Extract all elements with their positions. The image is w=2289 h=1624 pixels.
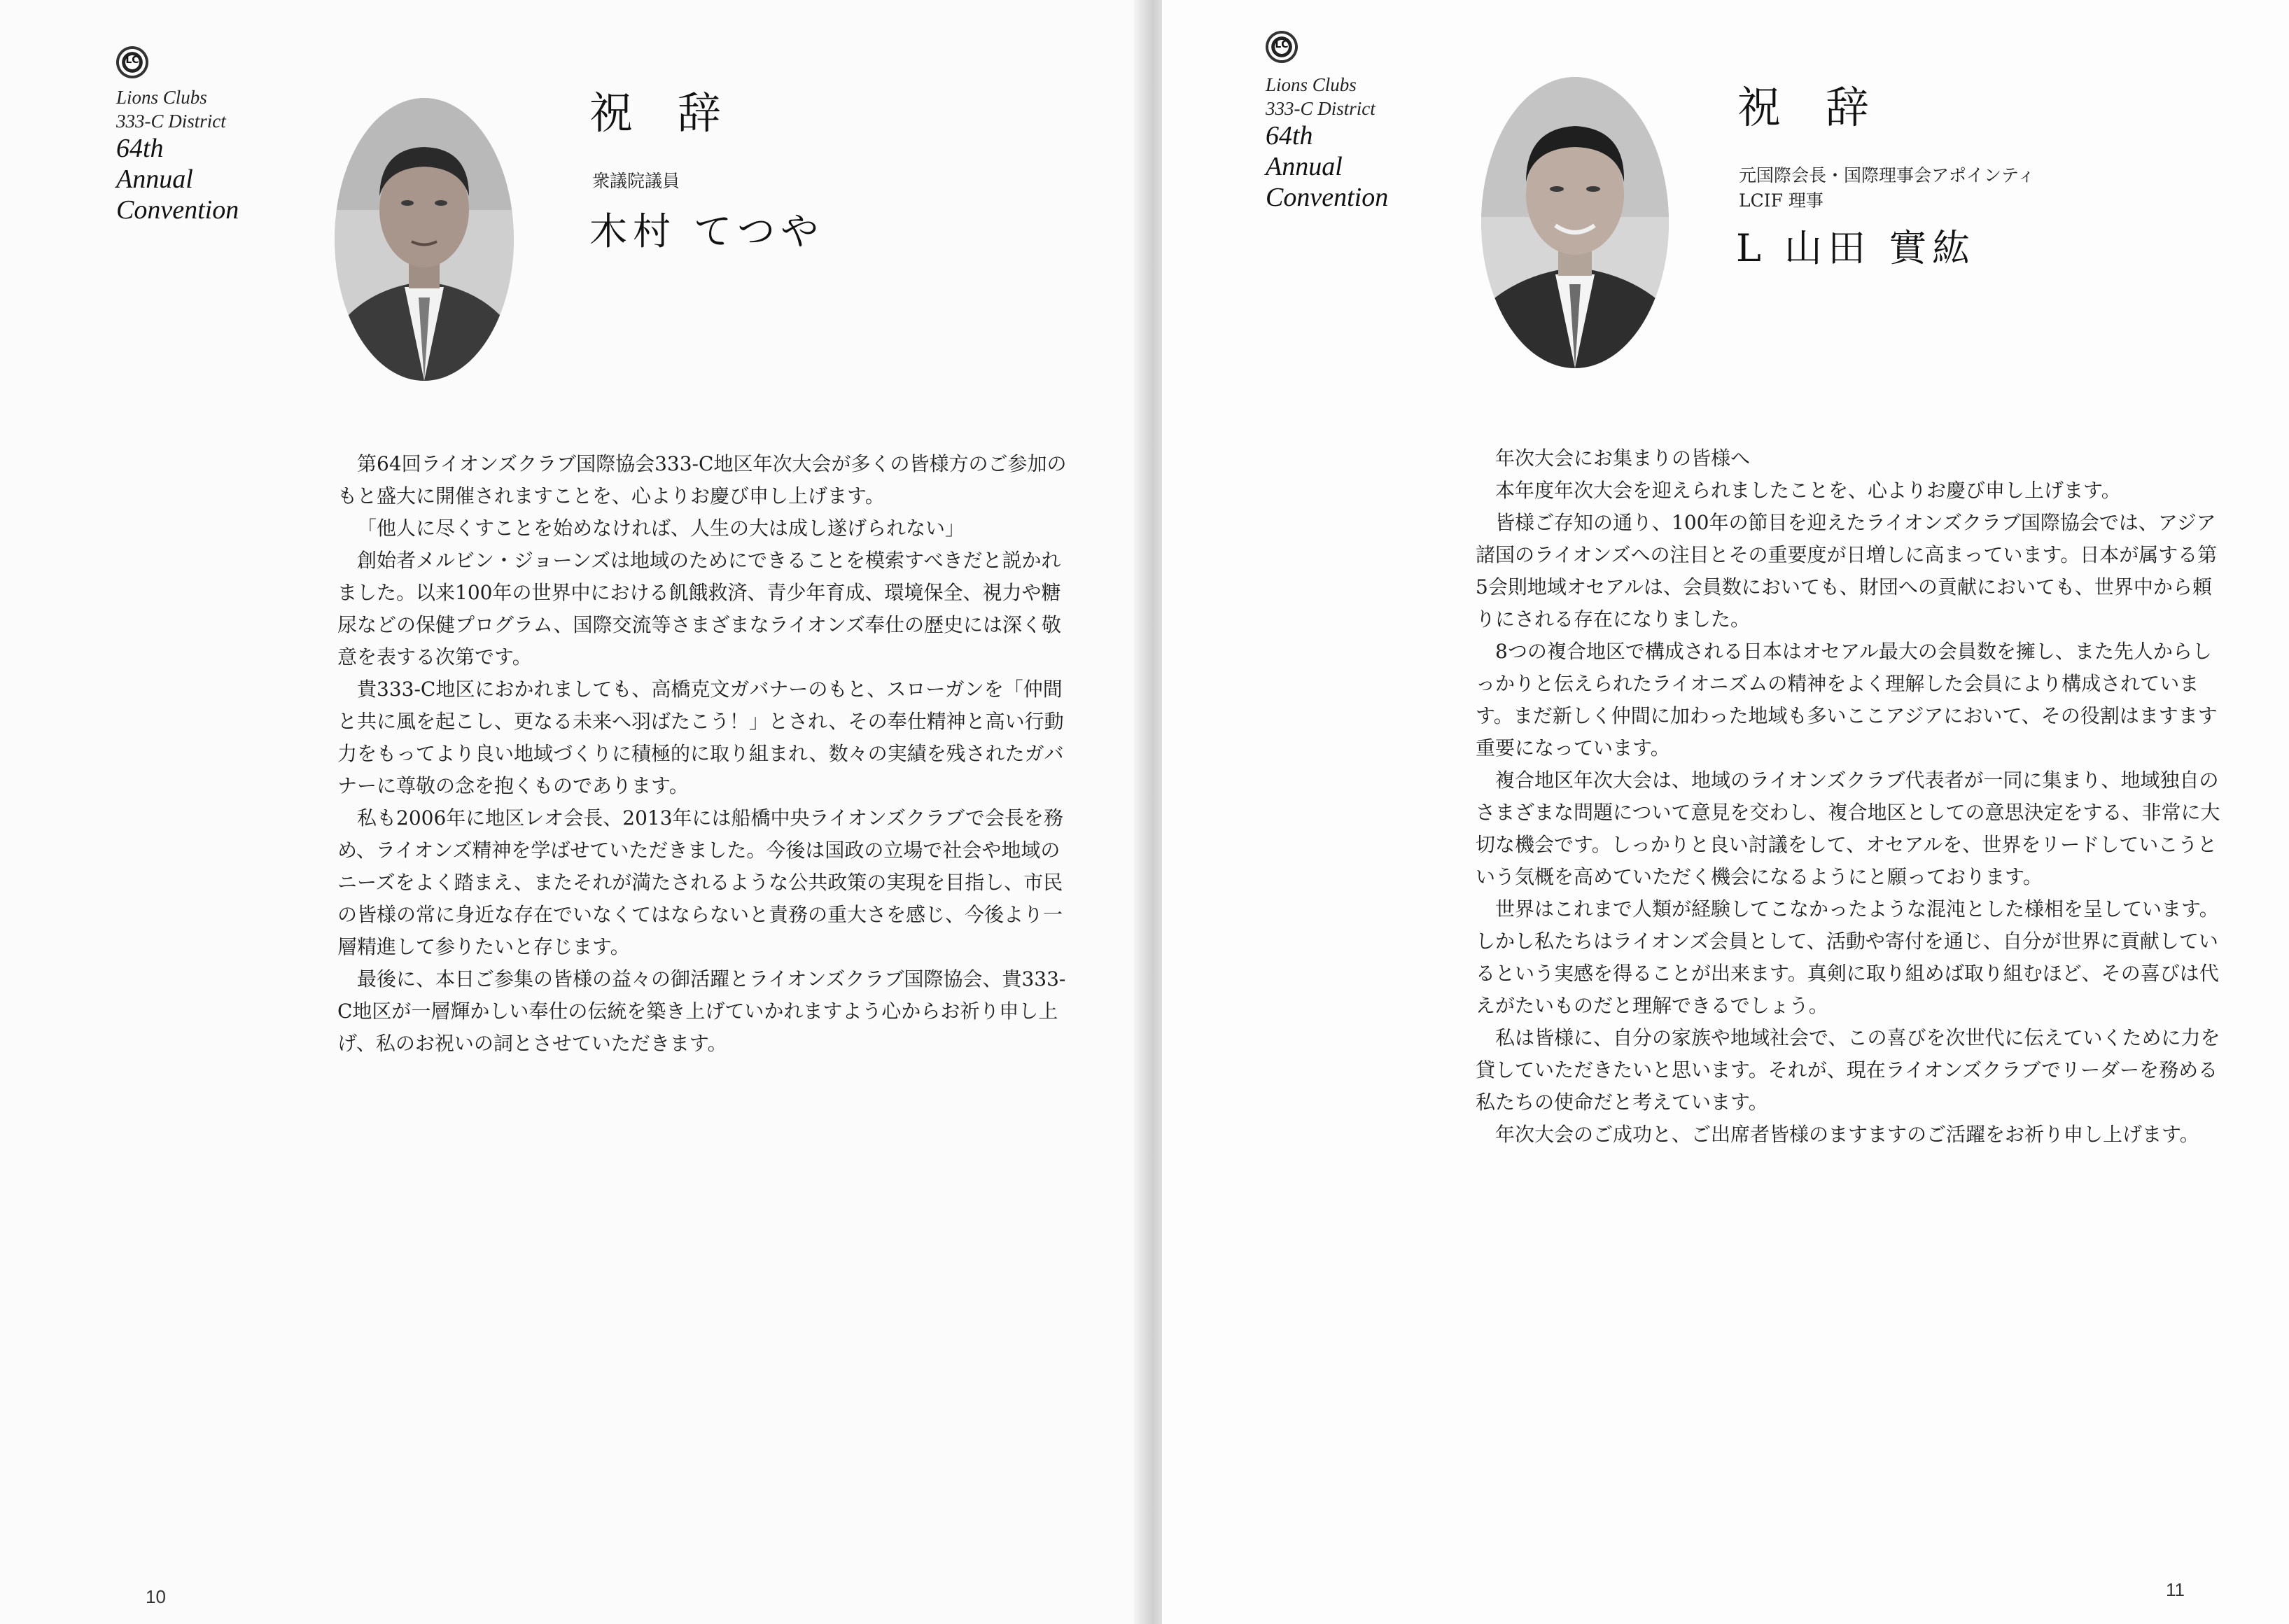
page-heading: 祝 辞 [589, 88, 736, 139]
paragraph: 年次大会のご成功と、ご出席者皆様のますますのご活躍をお祈り申し上げます。 [1495, 1123, 2199, 1146]
brand-line-2: 333-C District [116, 111, 226, 132]
paragraph: 「他人に尽くすことを始めなければ、人生の大は成し遂げられない」 [357, 517, 965, 540]
brand-line-1: Lions Clubs [1266, 74, 1357, 95]
brand-line-3: 64th [116, 134, 164, 163]
paragraph: 皆様ご存知の通り、100年の節目を迎えたライオンズクラブ国際協会では、アジア諸国のライオンズへの注目とその重要度が日増しに高まっています。日本が属する第5会則地域オセアルは、会員数においても、財団への貢献においても、世界中から頼りにされる存在になりました。 [1476, 511, 2218, 631]
speaker-title-2: LCIF 理事 [1739, 190, 1823, 211]
speaker-name: 木村 てつや [589, 209, 825, 253]
paragraph: 最後に、本日ご参集の皆様の益々の御活躍とライオンズクラブ国際協会、貴333-C地区が一層輝かしい奉仕の伝統を築き上げていかれますよう心からお祈り申し上げ、私のお祝いの詞とさせていただきます。 [337, 967, 1066, 1055]
brand-line-4: Annual [116, 164, 193, 194]
speaker-title: 衆議院議員 [592, 171, 680, 191]
brand-line-3: 64th [1266, 121, 1313, 150]
brand-line-1: Lions Clubs [116, 87, 207, 108]
paragraph: 私は皆様に、自分の家族や地域社会で、この喜びを次世代に伝えていくために力を貸していただきたいと思います。それが、現在ライオンズクラブでリーダーを務める私たちの使命だと考えています。 [1476, 1026, 2220, 1114]
portrait-photo [1481, 77, 1669, 368]
brand-line-4: Annual [1266, 152, 1343, 181]
speaker-title-1: 元国際会長・国際理事会アポインティ [1739, 165, 2036, 186]
brand-line-5: Convention [1266, 183, 1389, 212]
convention-brand [1266, 73, 1388, 213]
brand-line-2: 333-C District [1266, 98, 1376, 119]
paragraph: 複合地区年次大会は、地域のライオンズクラブ代表者が一同に集まり、地域独自のさまざまな問題について意見を交わし、複合地区としての意思決定をする、非常に大切な機会です。しっかりと良い討議をして、オセアルを、世界をリードしていこうという気概を高めていただく機会になるようにと願っております。 [1476, 769, 2220, 888]
page-heading: 祝 辞 [1737, 82, 1884, 133]
paragraph: 8つの複合地区で構成される日本はオセアル最大の会員数を擁し、また先人からしっかりと伝えられたライオニズムの精神をよく理解した会員により構成されています。まだ新しく仲間に加わった地域も多いここアジアにおいて、その役割はますます重要になっています。 [1476, 640, 2218, 760]
message-body [1476, 442, 2222, 1151]
portrait-photo [335, 98, 514, 381]
page-number: 10 [146, 1586, 166, 1607]
lions-emblem-icon [116, 46, 148, 78]
convention-brand [116, 85, 239, 225]
right-page [1162, 0, 2289, 1624]
lions-emblem-icon [1266, 31, 1298, 63]
brand-line-5: Convention [116, 195, 239, 225]
emblem-text: LC [125, 55, 139, 66]
paragraph: 世界はこれまで人類が経験してこなかったような混沌とした様相を呈しています。しかし私たちはライオンズ会員として、活動や寄付を通じ、自分が世界に貢献しているという実感を得ることが出来ます。真剣に取り組めば取り組むほど、その喜びは代えがたいものだと理解できるでしょう。 [1476, 897, 2219, 1017]
paragraph: 私も2006年に地区レオ会長、2013年には船橋中央ライオンズクラブで会長を務め、ライオンズ精神を学ばせていただきました。今後は国政の立場で社会や地域のニーズをよく踏まえ、またそれが満たされるような公共政策の実現を目指し、市民の皆様の常に身近な存在でいなくてはならないと責務の重大さを感じ、今後より一層精進して参りたいと存じます。 [337, 806, 1063, 958]
paragraph: 第64回ライオンズクラブ国際協会333-C地区年次大会が多くの皆様方のご参加のもと盛大に開催されますことを、心よりお慶び申し上げます。 [337, 452, 1067, 507]
paragraph: 年次大会にお集まりの皆様へ [1495, 447, 1751, 470]
message-body [337, 448, 1070, 1060]
page-number: 11 [2166, 1579, 2185, 1600]
speaker-name: L 山田 實紘 [1736, 226, 1976, 270]
emblem-text: LC [1275, 39, 1289, 50]
paragraph: 創始者メルビン・ジョーンズは地域のためにできることを模索すべきだと説かれました。以来100年の世界中における飢餓救済、青少年育成、環境保全、視力や糖尿などの保健プログラム、国際交流等さまざまなライオンズ奉仕の歴史には深く敬意を表する次第です。 [337, 549, 1062, 668]
paragraph: 貴333-C地区におかれましても、高橋克文ガバナーのもと、スローガンを「仲間と共に風を起こし、更なる未来へ羽ばたこう！」とされ、その奉仕精神と高い行動力をもってより良い地域づくりに積極的に取り組まれ、数々の実績を残されたガバナーに尊敬の念を抱くものであります。 [337, 678, 1064, 797]
paragraph: 本年度年次大会を迎えられましたことを、心よりお慶び申し上げます。 [1495, 479, 2121, 502]
